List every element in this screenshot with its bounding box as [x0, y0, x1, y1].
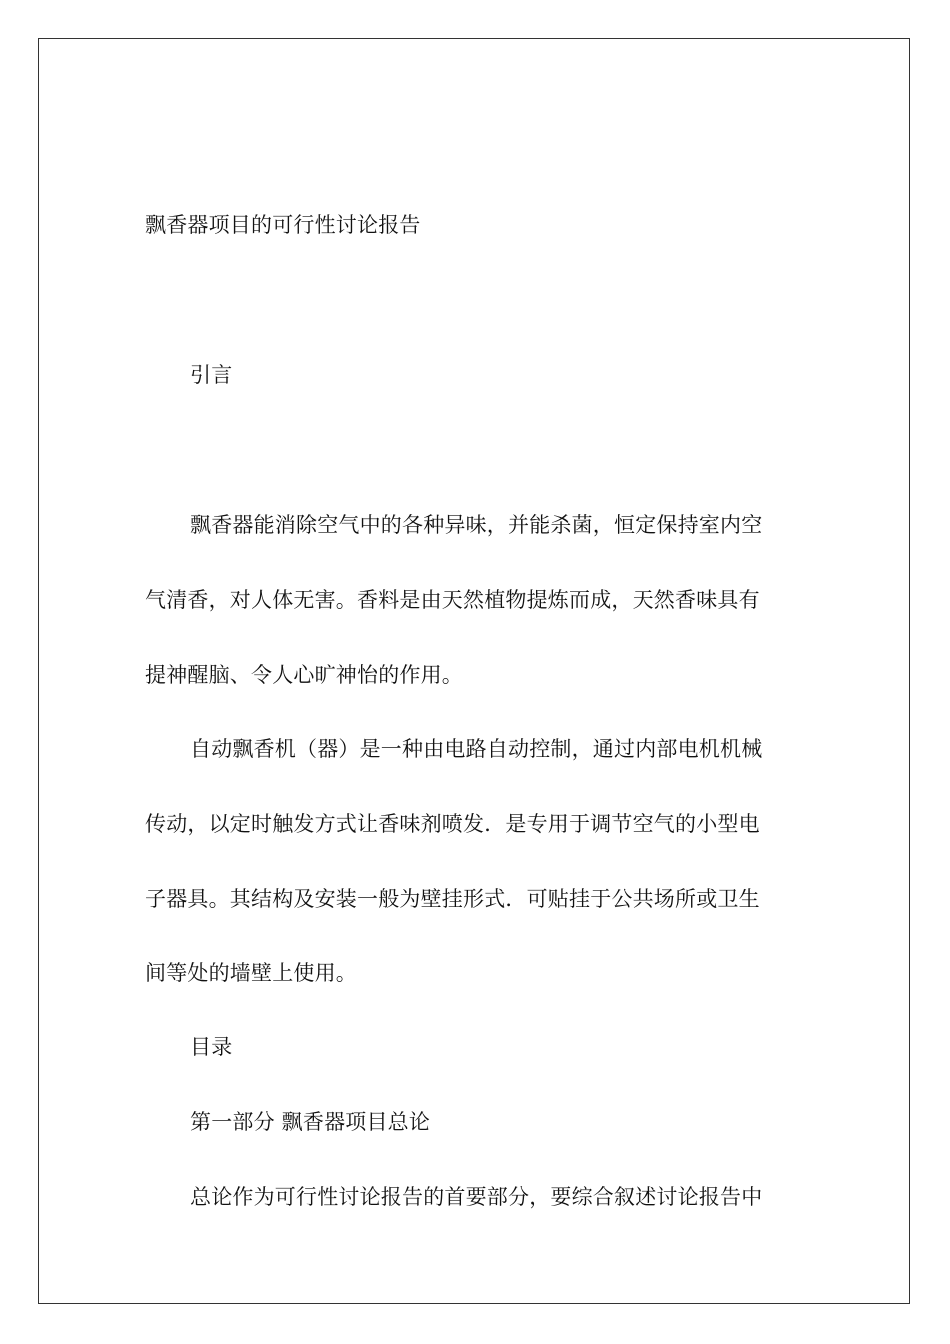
toc-heading: 目录 [190, 1035, 233, 1059]
paragraph-2-line-3: 子器具。其结构及安装一般为壁挂形式．可贴挂于公共场所或卫生 [145, 887, 760, 911]
paragraph-2-line-1: 自动飘香机（器）是一种由电路自动控制，通过内部电机机械 [190, 737, 763, 761]
document-title: 飘香器项目的可行性讨论报告 [145, 213, 421, 237]
paragraph-1-line-2: 气清香，对人体无害。香料是由天然植物提炼而成，天然香味具有 [145, 588, 760, 612]
paragraph-1-line-3: 提神醒脑、令人心旷神怡的作用。 [145, 663, 463, 687]
paragraph-3-line-1: 总论作为可行性讨论报告的首要部分，要综合叙述讨论报告中 [190, 1185, 763, 1209]
paragraph-1-line-1: 飘香器能消除空气中的各种异味，并能杀菌，恒定保持室内空 [190, 513, 763, 537]
part-1-heading: 第一部分 飘香器项目总论 [190, 1110, 431, 1134]
intro-heading: 引言 [190, 363, 233, 387]
paragraph-2-line-4: 间等处的墙壁上使用。 [145, 961, 357, 985]
paragraph-2-line-2: 传动，以定时触发方式让香味剂喷发．是专用于调节空气的小型电 [145, 812, 760, 836]
